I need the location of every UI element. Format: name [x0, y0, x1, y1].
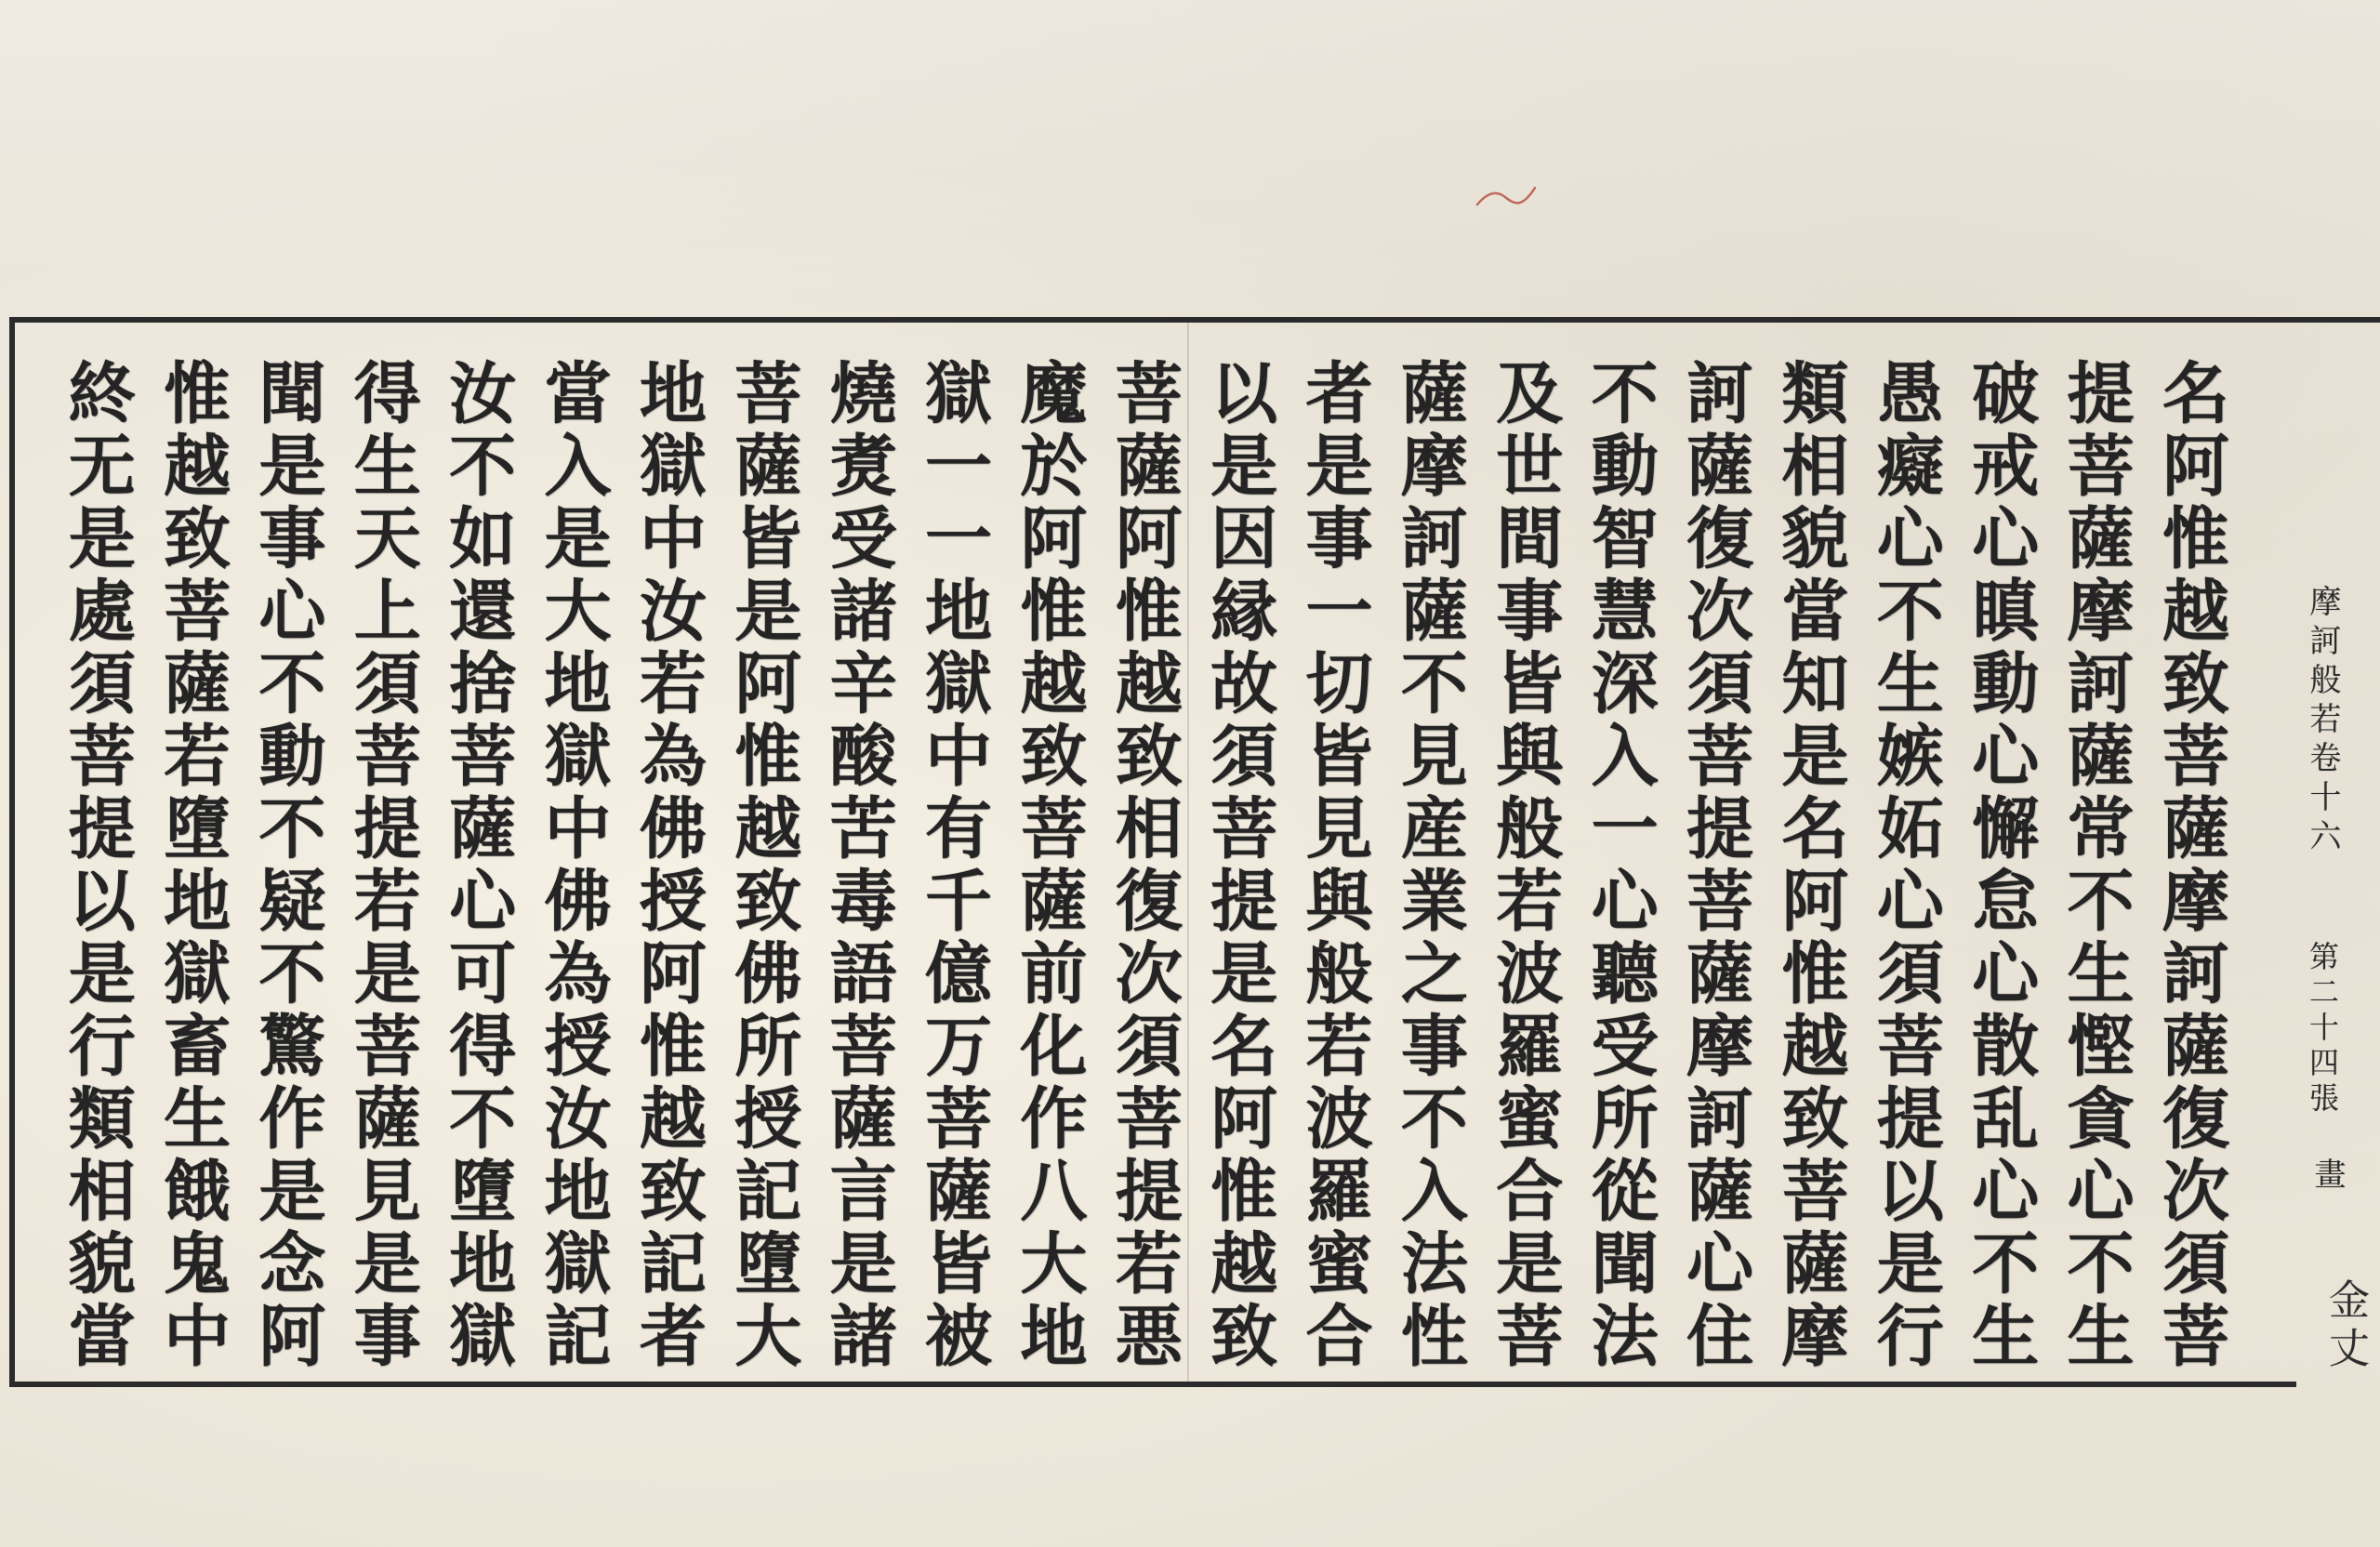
text-column-4: 愚癡心不生嫉妬心須菩提以是行 [1865, 358, 1945, 1373]
text-column-15: 燒煑受諸辛酸苦毒語菩薩言是諸 [818, 358, 898, 1373]
text-column-14: 獄一一地獄中有千億万菩薩皆被 [913, 358, 993, 1373]
text-column-7: 不動智慧深入一心聽受所從聞法 [1580, 358, 1659, 1373]
margin-volume-title: 摩訶般若卷十六 [2304, 585, 2341, 858]
text-column-10: 者是事一切皆見與般若波羅蜜合 [1294, 358, 1374, 1373]
sutra-text-block [48, 358, 2238, 1381]
text-column-5: 類相貌當知是名阿惟越致菩薩摩 [1770, 358, 1850, 1373]
text-column-16: 菩薩皆是阿惟越致佛所授記墮大 [723, 358, 803, 1373]
text-column-18: 當入是大地獄中佛為授汝地獄記 [533, 358, 613, 1373]
text-column-12: 菩薩阿惟越致相復次須菩提若悪 [1104, 358, 1183, 1373]
text-column-6: 訶薩復次須菩提菩薩摩訶薩心住 [1674, 358, 1754, 1373]
text-column-2: 提菩薩摩訶薩常不生慳貪心不生 [2056, 358, 2135, 1373]
text-column-23: 終无是處須菩提以是行類相貌當 [57, 358, 137, 1373]
text-column-21: 聞是事心不動不疑不驚作是念阿 [247, 358, 327, 1373]
text-column-9: 薩摩訶薩不見産業之事不入法性 [1389, 358, 1469, 1373]
text-column-19: 汝不如還捨菩薩心可得不墮地獄 [438, 358, 518, 1373]
text-column-3: 破戒心瞋動心懈怠心散乱心不生 [1961, 358, 2041, 1373]
margin-carver-name: 金丈 [2321, 1278, 2369, 1375]
frame-bottom-border [9, 1382, 2296, 1387]
frame-top-border [9, 317, 2380, 323]
text-column-20: 得生天上須菩提若是菩薩見是事 [342, 358, 422, 1373]
margin-page-number: 第二十四張 [2305, 941, 2340, 1117]
text-column-22: 惟越致菩薩若墮地獄畜生餓鬼中 [152, 358, 231, 1373]
text-column-1: 名阿惟越致菩薩摩訶薩復次須菩 [2150, 358, 2230, 1373]
frame-left-border [9, 317, 15, 1387]
margin-mark: 畫 [2308, 1157, 2346, 1189]
text-column-8: 及世間事皆與般若波羅蜜合是菩 [1485, 358, 1565, 1373]
red-thread-mark [1474, 177, 1539, 223]
text-column-11: 以是因縁故須菩提是名阿惟越致 [1199, 358, 1279, 1373]
text-column-17: 地獄中汝若為佛授阿惟越致記者 [628, 358, 707, 1373]
text-column-13: 魔於阿惟越致菩薩前化作八大地 [1009, 358, 1089, 1373]
